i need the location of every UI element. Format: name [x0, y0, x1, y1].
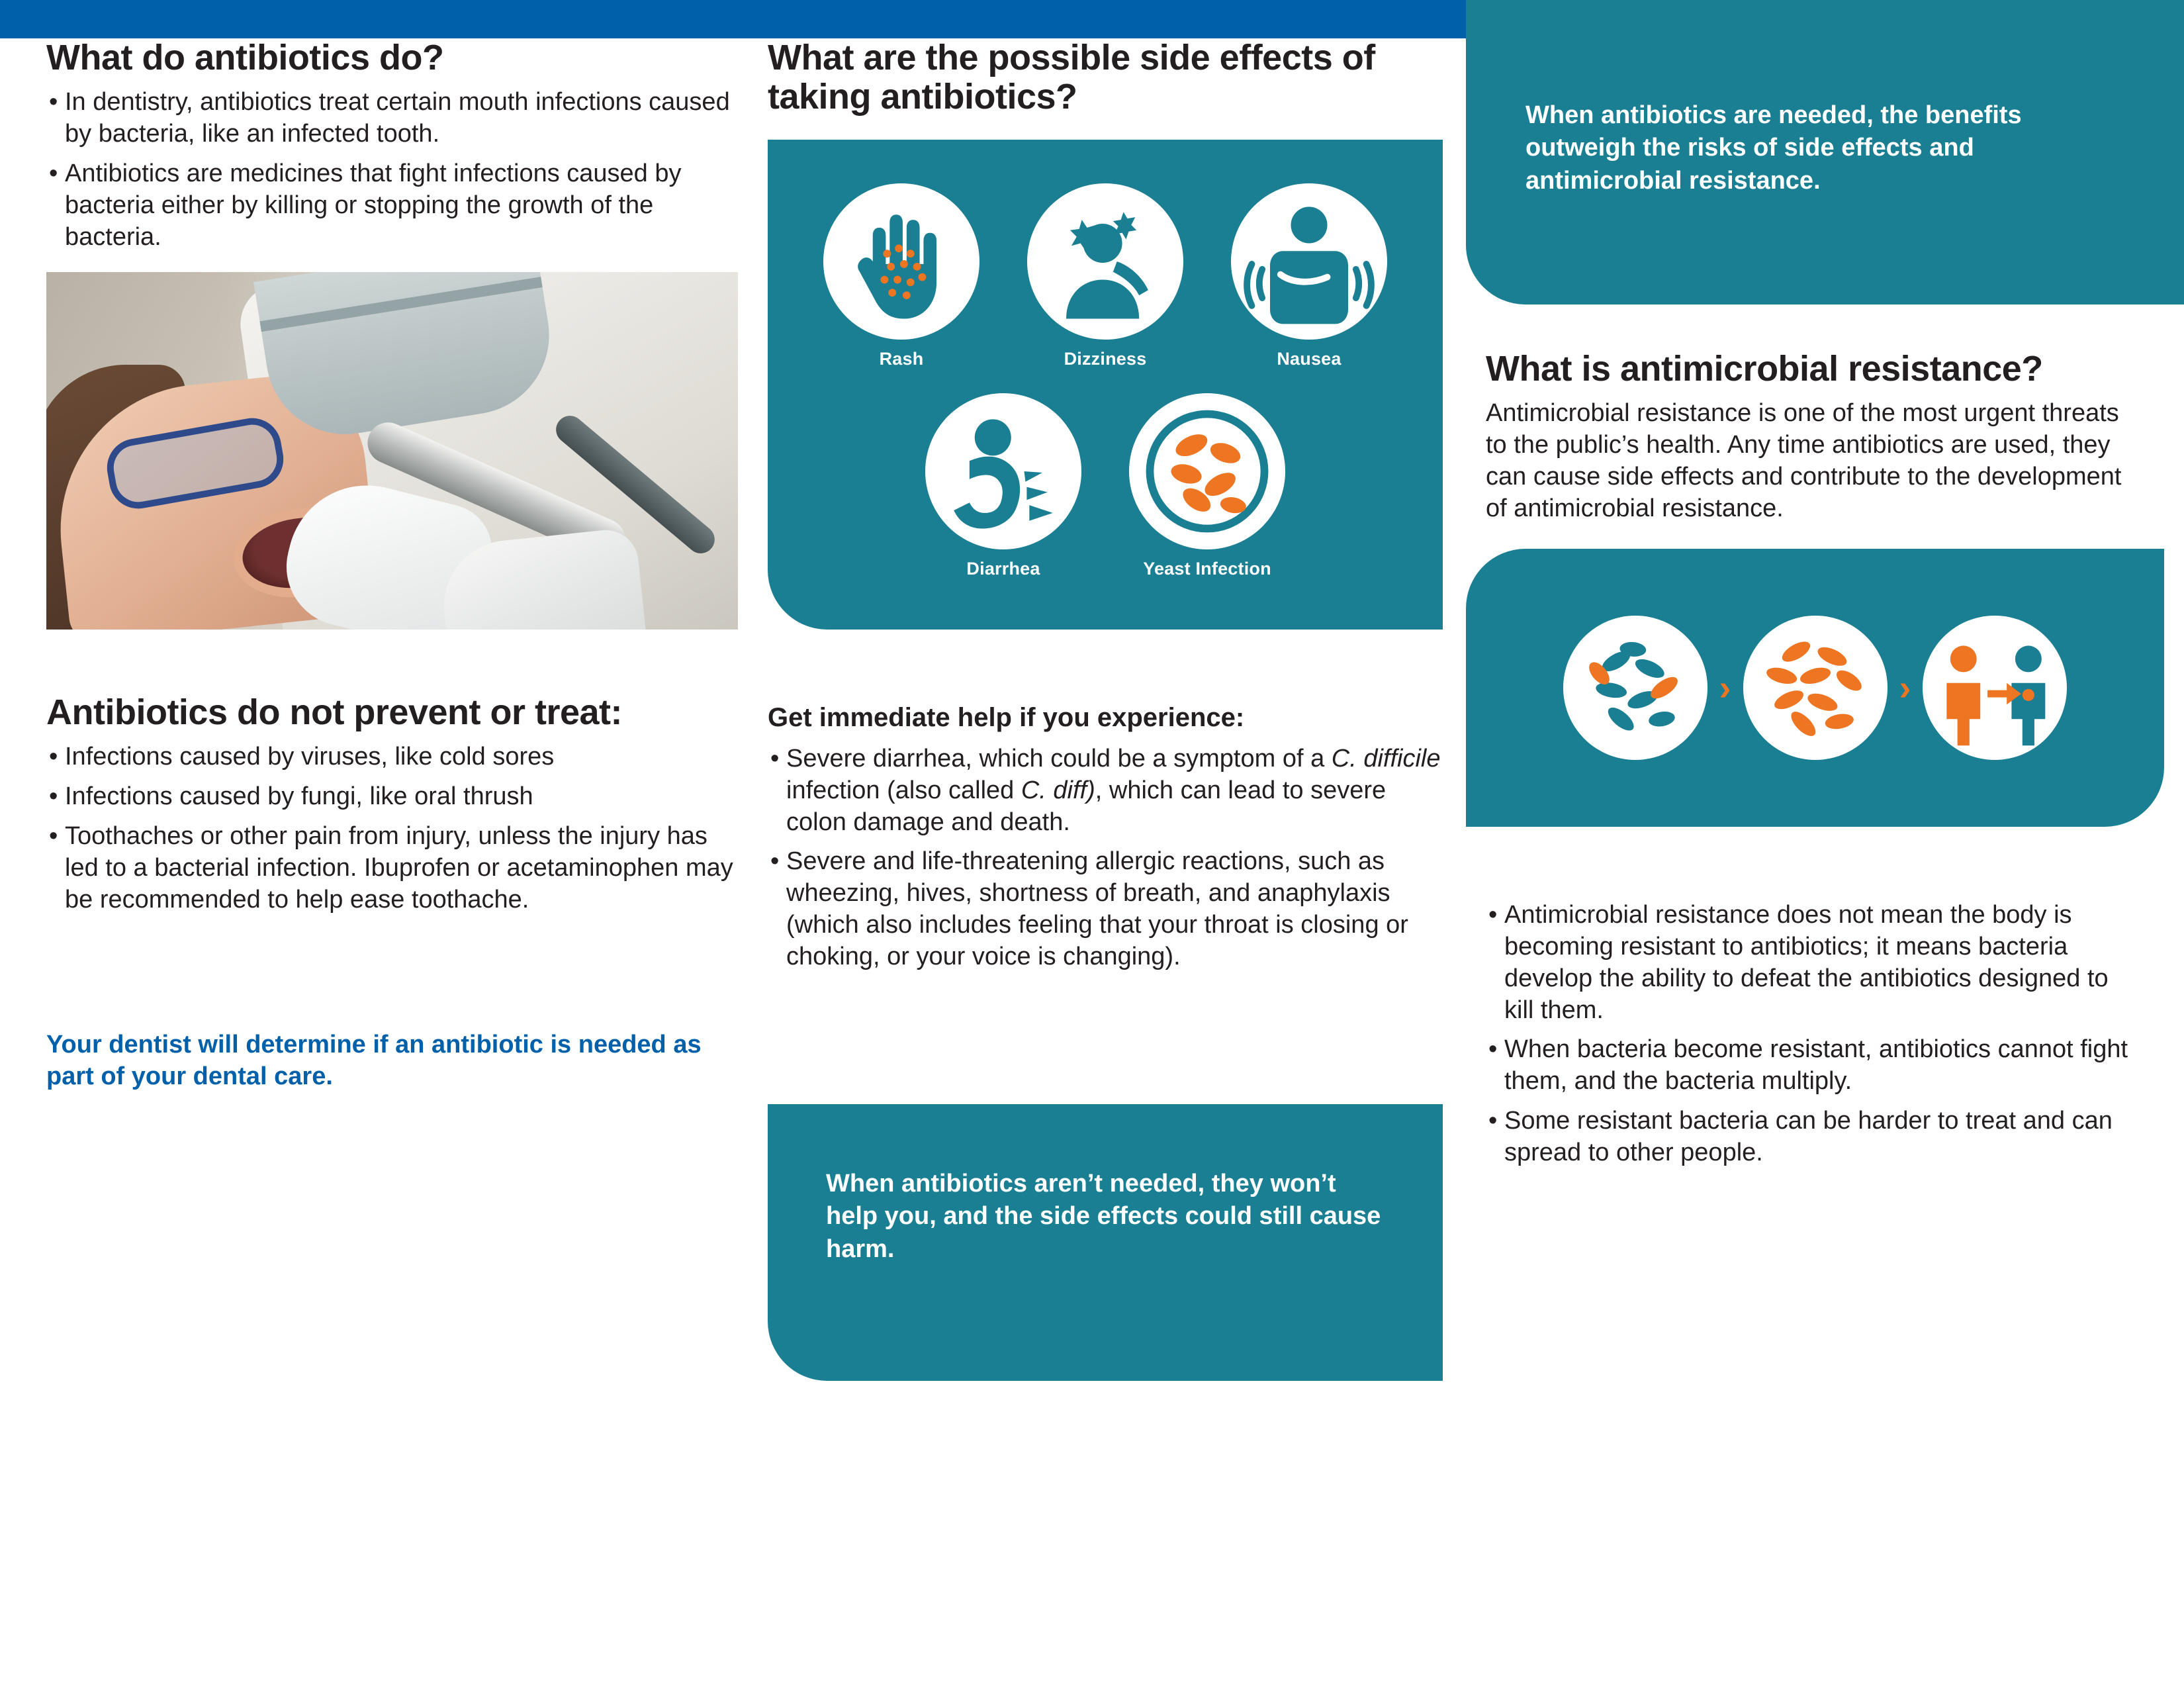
list-item: • Infections caused by fungi, like oral thrush: [46, 781, 738, 813]
side-effect-label: Nausea: [1277, 348, 1342, 369]
list-item: • When bacteria become resistant, antibiotics cannot fight them, and the bacteria multiply.: [1486, 1034, 2138, 1098]
bacteria-few-resistant-icon: [1563, 616, 1707, 760]
person-to-person-spread-icon: [1923, 616, 2067, 760]
heading-what-is-antimicrobial-resistance: What is antimicrobial resistance?: [1486, 349, 2043, 389]
bullet-text-part: infection (also called: [786, 776, 1021, 804]
list-item: • Antibiotics are medicines that fight infections caused by bacteria either by killing or stopping the growth of the bacteria.: [46, 158, 738, 254]
list-immediate-help: [768, 743, 1443, 973]
bullet-text-part: Severe and life-threatening allergic reactions, such as wheezing, hives, shortness of breath, and anaphylaxis (which also includes feeling that your throat is closing or choking, or your voice is changing).: [786, 847, 1408, 971]
side-effect-label: Rash: [879, 348, 924, 369]
list-item: • Infections caused by viruses, like cold sores: [46, 741, 738, 773]
side-effects-icon-panel: [768, 140, 1443, 630]
heading-antibiotics-do-not-prevent: Antibiotics do not prevent or treat:: [46, 692, 623, 732]
hand-rash-icon: [823, 183, 979, 340]
list-item: [768, 846, 1443, 973]
heading-get-immediate-help: Get immediate help if you experience:: [768, 702, 1245, 732]
callout-benefits-outweigh-risks: When antibiotics are needed, the benefits outweigh the risks of side effects and antimicrobial resistance.: [1466, 0, 2184, 305]
list-item: • Toothaches or other pain from injury, unless the injury has led to a bacterial infection. Ibuprofen or acetaminophen may be recommended to help ease toothache.: [46, 821, 738, 916]
bullet-text-part-italic: C. diff): [1021, 776, 1095, 804]
list-item: [768, 743, 1443, 839]
page-title-what-do-antibiotics-do: What do antibiotics do?: [46, 38, 444, 77]
chevron-right-icon-2: ›: [1899, 667, 1911, 708]
list-not-treated: [46, 741, 738, 915]
paragraph-antimicrobial-resistance: Antimicrobial resistance is one of the most urgent threats to the public’s health. Any time antibiotics are used, they can cause side effects and contribute to the development of antimicrobial resistance.: [1486, 399, 2122, 523]
side-effect-rash: [822, 183, 981, 369]
list-item: • Antimicrobial resistance does not mean the body is becoming resistant to antibiotics; it means bacteria develop the ability to defeat the antibiotics designed to kill them.: [1486, 900, 2138, 1027]
chevron-right-icon: ›: [1719, 667, 1731, 708]
resistance-graphic-panel: [1466, 549, 2164, 827]
nausea-stomach-icon: [1231, 183, 1387, 340]
bullet-text-part-italic: C. difficile: [1331, 744, 1441, 773]
side-effect-dizziness: [1026, 183, 1185, 369]
list-resistance-facts: [1486, 900, 2138, 1169]
list-what-antibiotics-do: [46, 87, 738, 253]
middle-column: [768, 38, 1443, 1381]
list-item: • In dentistry, antibiotics treat certain mouth infections caused by bacteria, like an infected tooth.: [46, 87, 738, 150]
side-effect-label: Dizziness: [1064, 348, 1147, 369]
left-column: [46, 38, 738, 1118]
side-effect-yeast-infection: [1128, 393, 1287, 579]
document-page: [0, 38, 2184, 1688]
bacteria-many-resistant-icon: [1743, 616, 1888, 760]
list-item: • Some resistant bacteria can be harder to treat and can spread to other people.: [1486, 1105, 2138, 1169]
side-effect-label: Diarrhea: [966, 558, 1040, 579]
heading-side-effects: What are the possible side effects of taking antibiotics?: [768, 38, 1375, 117]
side-effect-label: Yeast Infection: [1143, 558, 1271, 579]
dental-photo: [46, 272, 738, 630]
yeast-cells-icon: [1129, 393, 1285, 549]
bullet-text-part: Severe diarrhea, which could be a symptom of a: [786, 744, 1332, 773]
side-effect-nausea: [1230, 183, 1388, 369]
dentist-determination-note: Your dentist will determine if an antibiotic is needed as part of your dental care.: [46, 1030, 702, 1091]
bullet-text-part: , which can lead to severe colon damage and death.: [786, 776, 1387, 836]
callout-antibiotics-not-needed: When antibiotics aren’t needed, they won’t help you, and the side effects could still cause harm.: [768, 1104, 1443, 1381]
diarrhea-icon: [925, 393, 1081, 549]
side-effect-diarrhea: [924, 393, 1083, 579]
dizzy-head-icon: [1027, 183, 1183, 340]
right-column: [1486, 38, 2138, 1177]
